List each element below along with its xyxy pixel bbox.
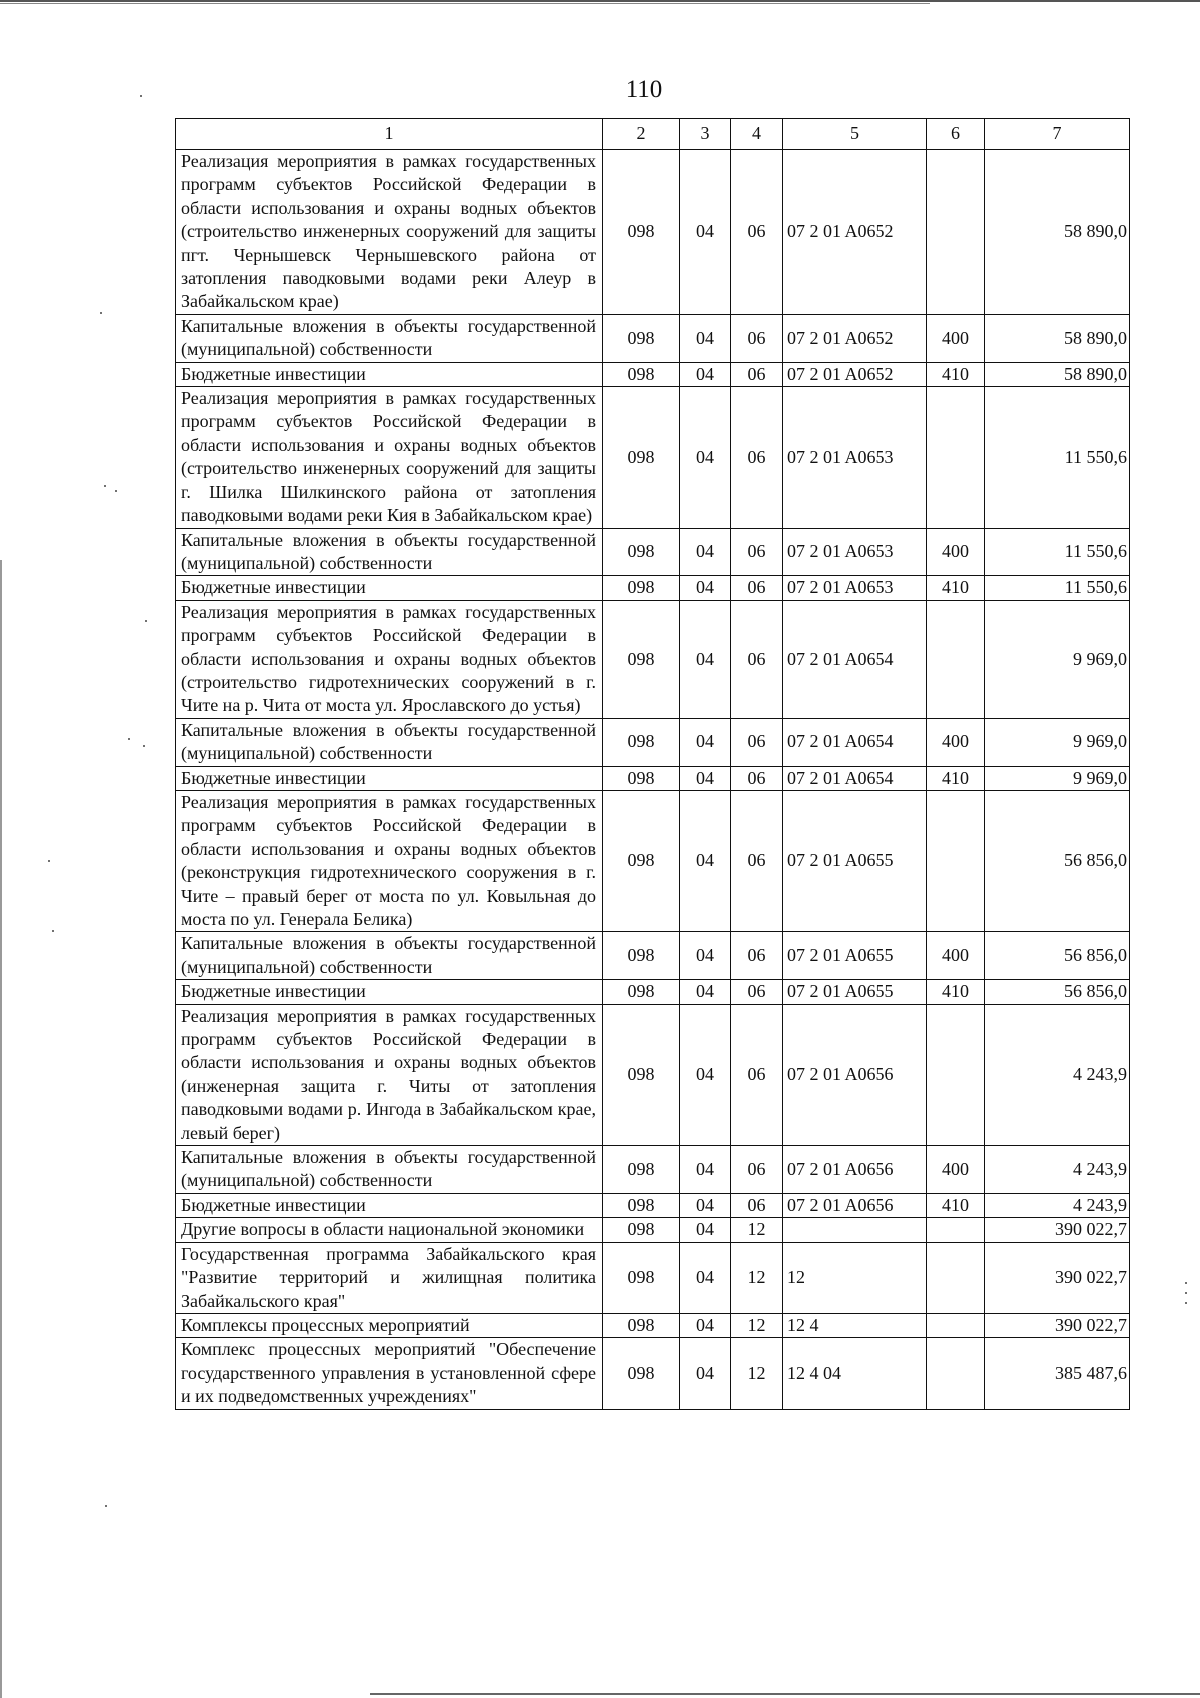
ministry-code-cell: 098 bbox=[603, 576, 680, 600]
expense-name-cell: Бюджетные инвестиции bbox=[176, 766, 603, 790]
budget-table bbox=[175, 118, 1130, 1410]
column-header: 4 bbox=[731, 119, 783, 150]
section-code-cell: 04 bbox=[680, 1218, 731, 1242]
ministry-code-cell: 098 bbox=[603, 1146, 680, 1194]
target-article-cell: 07 2 01 A0656 bbox=[783, 1004, 927, 1145]
scan-speck bbox=[52, 930, 54, 932]
amount-cell: 4 243,9 bbox=[985, 1004, 1130, 1145]
expense-type-cell: 410 bbox=[927, 980, 985, 1004]
scan-bottom-edge bbox=[370, 1693, 1200, 1695]
ministry-code-cell: 098 bbox=[603, 1218, 680, 1242]
expense-type-cell bbox=[927, 387, 985, 528]
amount-cell: 11 550,6 bbox=[985, 576, 1130, 600]
scan-speck bbox=[1185, 1292, 1187, 1294]
target-article-cell: 07 2 01 A0655 bbox=[783, 980, 927, 1004]
table-row bbox=[176, 1242, 1130, 1313]
amount-cell: 11 550,6 bbox=[985, 528, 1130, 576]
amount-cell: 58 890,0 bbox=[985, 362, 1130, 386]
expense-type-cell: 410 bbox=[927, 1193, 985, 1217]
section-code-cell: 04 bbox=[680, 528, 731, 576]
table-row bbox=[176, 1004, 1130, 1145]
scan-speck bbox=[105, 1505, 107, 1507]
expense-type-cell bbox=[927, 150, 985, 315]
scan-top-edge bbox=[0, 0, 1200, 2]
amount-cell: 56 856,0 bbox=[985, 790, 1130, 931]
expense-name-cell: Капитальные вложения в объекты государственной (муниципальной) собственности bbox=[176, 314, 603, 362]
section-code-cell: 04 bbox=[680, 1004, 731, 1145]
subsection-code-cell: 06 bbox=[731, 362, 783, 386]
subsection-code-cell: 06 bbox=[731, 980, 783, 1004]
subsection-code-cell: 06 bbox=[731, 150, 783, 315]
ministry-code-cell: 098 bbox=[603, 1004, 680, 1145]
expense-name-cell: Реализация мероприятия в рамках государственных программ субъектов Российской Федерации в области использования и охраны водных объектов (реконструкция гидротехнического сооружения в г. Чите – правый берег от моста по ул. Ковыльная до моста по ул. Генерала Белика) bbox=[176, 790, 603, 931]
table-row bbox=[176, 150, 1130, 315]
target-article-cell: 07 2 01 A0656 bbox=[783, 1146, 927, 1194]
target-article-cell: 07 2 01 A0655 bbox=[783, 790, 927, 931]
column-header: 6 bbox=[927, 119, 985, 150]
table-row bbox=[176, 576, 1130, 600]
target-article-cell: 07 2 01 A0656 bbox=[783, 1193, 927, 1217]
page-number: 110 bbox=[625, 76, 663, 103]
scan-speck bbox=[143, 745, 145, 747]
table-row bbox=[176, 932, 1130, 980]
subsection-code-cell: 06 bbox=[731, 528, 783, 576]
expense-type-cell: 400 bbox=[927, 932, 985, 980]
target-article-cell: 07 2 01 A0653 bbox=[783, 528, 927, 576]
section-code-cell: 04 bbox=[680, 387, 731, 528]
subsection-code-cell: 06 bbox=[731, 1004, 783, 1145]
ministry-code-cell: 098 bbox=[603, 150, 680, 315]
amount-cell: 4 243,9 bbox=[985, 1146, 1130, 1194]
subsection-code-cell: 12 bbox=[731, 1313, 783, 1337]
table-row bbox=[176, 387, 1130, 528]
amount-cell: 56 856,0 bbox=[985, 980, 1130, 1004]
table-row bbox=[176, 1218, 1130, 1242]
target-article-cell: 07 2 01 A0654 bbox=[783, 766, 927, 790]
ministry-code-cell: 098 bbox=[603, 980, 680, 1004]
subsection-code-cell: 06 bbox=[731, 387, 783, 528]
expense-name-cell: Реализация мероприятия в рамках государственных программ субъектов Российской Федерации в области использования и охраны водных объектов (инженерная защита г. Читы от затопления паводковыми водами р. Ингода в Забайкальском крае, левый берег) bbox=[176, 1004, 603, 1145]
target-article-cell: 12 bbox=[783, 1242, 927, 1313]
table-row bbox=[176, 1193, 1130, 1217]
expense-type-cell bbox=[927, 1338, 985, 1409]
expense-name-cell: Комплекс процессных мероприятий "Обеспечение государственного управления в установленной сфере и их подведомственных учреждениях" bbox=[176, 1338, 603, 1409]
column-header: 3 bbox=[680, 119, 731, 150]
expense-type-cell: 400 bbox=[927, 1146, 985, 1194]
subsection-code-cell: 12 bbox=[731, 1218, 783, 1242]
expense-name-cell: Капитальные вложения в объекты государственной (муниципальной) собственности bbox=[176, 528, 603, 576]
table-row bbox=[176, 1313, 1130, 1337]
expense-name-cell: Бюджетные инвестиции bbox=[176, 1193, 603, 1217]
expense-name-cell: Капитальные вложения в объекты государственной (муниципальной) собственности bbox=[176, 1146, 603, 1194]
section-code-cell: 04 bbox=[680, 766, 731, 790]
target-article-cell: 07 2 01 A0654 bbox=[783, 718, 927, 766]
expense-name-cell: Реализация мероприятия в рамках государственных программ субъектов Российской Федерации в области использования и охраны водных объектов (строительство гидротехнических сооружений в г. Чите на р. Чита от моста ул. Ярославского до устья) bbox=[176, 600, 603, 718]
ministry-code-cell: 098 bbox=[603, 362, 680, 386]
ministry-code-cell: 098 bbox=[603, 387, 680, 528]
expense-type-cell bbox=[927, 1242, 985, 1313]
amount-cell: 390 022,7 bbox=[985, 1218, 1130, 1242]
ministry-code-cell: 098 bbox=[603, 932, 680, 980]
section-code-cell: 04 bbox=[680, 1338, 731, 1409]
expense-type-cell: 400 bbox=[927, 528, 985, 576]
expense-name-cell: Реализация мероприятия в рамках государственных программ субъектов Российской Федерации в области использования и охраны водных объектов (строительство инженерных сооружений для защиты пгт. Чернышевск Чернышевского района от затопления паводковыми водами реки Алеур в Забайкальском крае) bbox=[176, 150, 603, 315]
expense-name-cell: Капитальные вложения в объекты государственной (муниципальной) собственности bbox=[176, 718, 603, 766]
amount-cell: 390 022,7 bbox=[985, 1242, 1130, 1313]
target-article-cell: 07 2 01 A0652 bbox=[783, 314, 927, 362]
amount-cell: 9 969,0 bbox=[985, 718, 1130, 766]
scan-speck bbox=[1185, 1282, 1187, 1284]
section-code-cell: 04 bbox=[680, 932, 731, 980]
expense-name-cell: Государственная программа Забайкальского края "Развитие территорий и жилищная политика Забайкальского края" bbox=[176, 1242, 603, 1313]
expense-type-cell: 410 bbox=[927, 362, 985, 386]
subsection-code-cell: 06 bbox=[731, 1193, 783, 1217]
target-article-cell: 07 2 01 A0652 bbox=[783, 362, 927, 386]
target-article-cell: 07 2 01 A0653 bbox=[783, 576, 927, 600]
table-row bbox=[176, 600, 1130, 718]
subsection-code-cell: 06 bbox=[731, 314, 783, 362]
table-row bbox=[176, 718, 1130, 766]
expense-type-cell bbox=[927, 1218, 985, 1242]
column-header: 2 bbox=[603, 119, 680, 150]
scan-speck bbox=[100, 312, 102, 314]
subsection-code-cell: 06 bbox=[731, 600, 783, 718]
ministry-code-cell: 098 bbox=[603, 766, 680, 790]
amount-cell: 56 856,0 bbox=[985, 932, 1130, 980]
section-code-cell: 04 bbox=[680, 576, 731, 600]
expense-type-cell: 400 bbox=[927, 718, 985, 766]
amount-cell: 390 022,7 bbox=[985, 1313, 1130, 1337]
section-code-cell: 04 bbox=[680, 790, 731, 931]
section-code-cell: 04 bbox=[680, 600, 731, 718]
table-row bbox=[176, 362, 1130, 386]
ministry-code-cell: 098 bbox=[603, 1313, 680, 1337]
subsection-code-cell: 06 bbox=[731, 790, 783, 931]
section-code-cell: 04 bbox=[680, 1313, 731, 1337]
ministry-code-cell: 098 bbox=[603, 1338, 680, 1409]
expense-type-cell bbox=[927, 1004, 985, 1145]
expense-name-cell: Капитальные вложения в объекты государственной (муниципальной) собственности bbox=[176, 932, 603, 980]
table-row bbox=[176, 314, 1130, 362]
table-row bbox=[176, 1338, 1130, 1409]
target-article-cell: 07 2 01 A0655 bbox=[783, 932, 927, 980]
expense-type-cell bbox=[927, 790, 985, 931]
subsection-code-cell: 06 bbox=[731, 766, 783, 790]
expense-type-cell bbox=[927, 600, 985, 718]
amount-cell: 4 243,9 bbox=[985, 1193, 1130, 1217]
section-code-cell: 04 bbox=[680, 1193, 731, 1217]
scan-speck bbox=[104, 485, 106, 487]
amount-cell: 9 969,0 bbox=[985, 600, 1130, 718]
table-row bbox=[176, 528, 1130, 576]
expense-name-cell: Бюджетные инвестиции bbox=[176, 980, 603, 1004]
section-code-cell: 04 bbox=[680, 1146, 731, 1194]
scan-speck bbox=[1185, 1302, 1187, 1304]
scan-speck bbox=[128, 738, 130, 740]
target-article-cell bbox=[783, 1218, 927, 1242]
amount-cell: 58 890,0 bbox=[985, 150, 1130, 315]
column-header: 1 bbox=[176, 119, 603, 150]
scan-top-edge-inner bbox=[0, 3, 930, 4]
ministry-code-cell: 098 bbox=[603, 718, 680, 766]
scan-speck bbox=[145, 620, 147, 622]
table-row bbox=[176, 1146, 1130, 1194]
section-code-cell: 04 bbox=[680, 150, 731, 315]
target-article-cell: 07 2 01 A0654 bbox=[783, 600, 927, 718]
subsection-code-cell: 12 bbox=[731, 1242, 783, 1313]
expense-type-cell: 400 bbox=[927, 314, 985, 362]
ministry-code-cell: 098 bbox=[603, 528, 680, 576]
scan-speck bbox=[48, 860, 50, 862]
section-code-cell: 04 bbox=[680, 314, 731, 362]
ministry-code-cell: 098 bbox=[603, 790, 680, 931]
target-article-cell: 12 4 04 bbox=[783, 1338, 927, 1409]
scan-speck bbox=[115, 490, 117, 492]
subsection-code-cell: 06 bbox=[731, 932, 783, 980]
amount-cell: 385 487,6 bbox=[985, 1338, 1130, 1409]
section-code-cell: 04 bbox=[680, 980, 731, 1004]
section-code-cell: 04 bbox=[680, 718, 731, 766]
section-code-cell: 04 bbox=[680, 362, 731, 386]
amount-cell: 11 550,6 bbox=[985, 387, 1130, 528]
section-code-cell: 04 bbox=[680, 1242, 731, 1313]
column-number-header bbox=[176, 119, 1130, 150]
ministry-code-cell: 098 bbox=[603, 1242, 680, 1313]
ministry-code-cell: 098 bbox=[603, 600, 680, 718]
expense-name-cell: Реализация мероприятия в рамках государственных программ субъектов Российской Федерации в области использования и охраны водных объектов (строительство инженерных сооружений для защиты г. Шилка Шилкинского района от затопления паводковыми водами реки Кия в Забайкальском крае) bbox=[176, 387, 603, 528]
amount-cell: 9 969,0 bbox=[985, 766, 1130, 790]
subsection-code-cell: 06 bbox=[731, 1146, 783, 1194]
expense-type-cell: 410 bbox=[927, 576, 985, 600]
subsection-code-cell: 06 bbox=[731, 718, 783, 766]
subsection-code-cell: 12 bbox=[731, 1338, 783, 1409]
table-row bbox=[176, 766, 1130, 790]
table-row bbox=[176, 980, 1130, 1004]
column-header: 5 bbox=[783, 119, 927, 150]
column-header: 7 bbox=[985, 119, 1130, 150]
expense-type-cell: 410 bbox=[927, 766, 985, 790]
ministry-code-cell: 098 bbox=[603, 314, 680, 362]
target-article-cell: 12 4 bbox=[783, 1313, 927, 1337]
amount-cell: 58 890,0 bbox=[985, 314, 1130, 362]
target-article-cell: 07 2 01 A0652 bbox=[783, 150, 927, 315]
expense-name-cell: Бюджетные инвестиции bbox=[176, 362, 603, 386]
expense-name-cell: Другие вопросы в области национальной экономики bbox=[176, 1218, 603, 1242]
expense-type-cell bbox=[927, 1313, 985, 1337]
target-article-cell: 07 2 01 A0653 bbox=[783, 387, 927, 528]
expense-name-cell: Комплексы процессных мероприятий bbox=[176, 1313, 603, 1337]
ministry-code-cell: 098 bbox=[603, 1193, 680, 1217]
scan-left-edge bbox=[0, 560, 2, 1698]
table-row bbox=[176, 790, 1130, 931]
expense-name-cell: Бюджетные инвестиции bbox=[176, 576, 603, 600]
subsection-code-cell: 06 bbox=[731, 576, 783, 600]
